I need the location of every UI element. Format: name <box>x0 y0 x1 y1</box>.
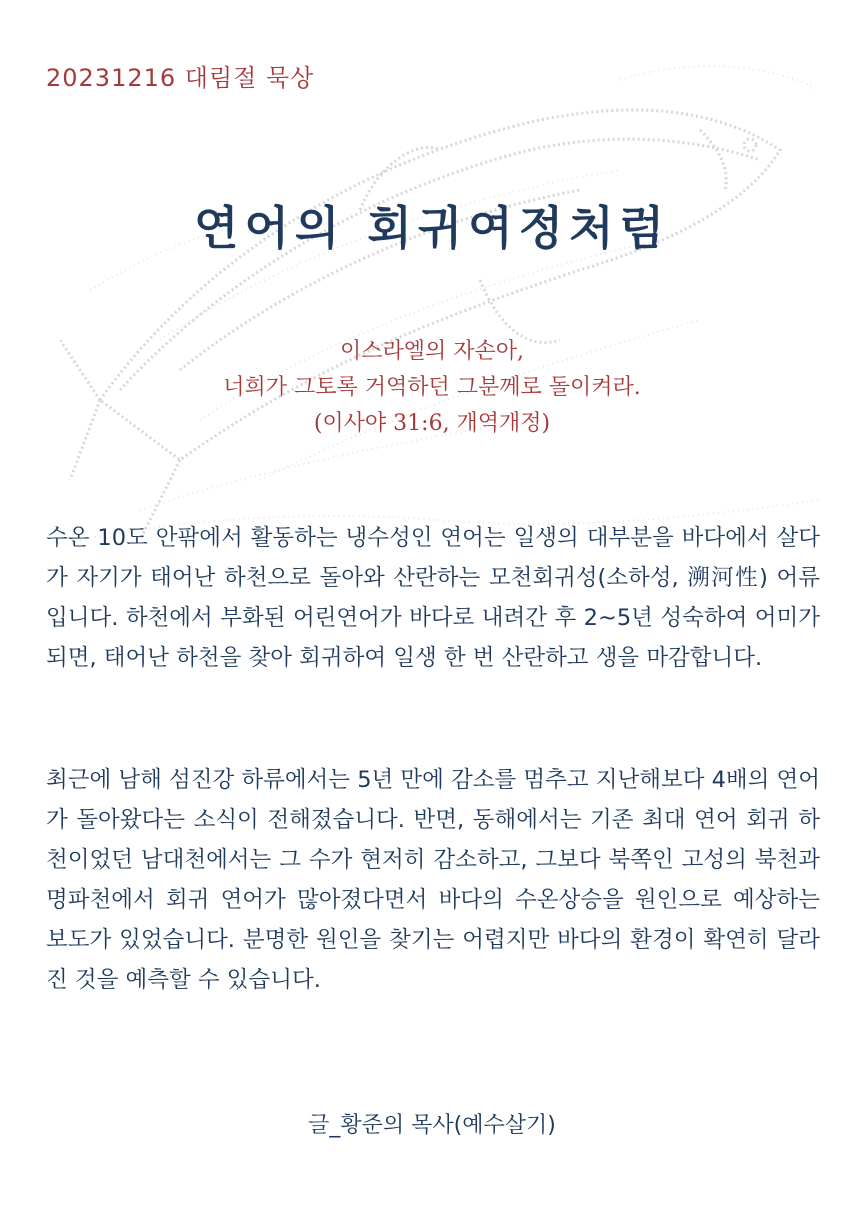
body-paragraph-2: 최근에 남해 섬진강 하류에서는 5년 만에 감소를 멈추고 지난해보다 4배의 연어가 돌아왔다는 소식이 전해졌습니다. 반면, 동해에서는 기존 최대 연어 회귀 하천이었던 남대천에서는 그 수가 현저히 감소하고, 그보다 북쪽인 고성의 북천과 명파천에서 회귀 연어가 많아졌다면서 바다의 수온상승을 원인으로 예상하는 보도가 있었습니다. 분명한 원인을 찾기는 어렵지만 바다의 환경이 확연히 달라진 것을 예측할 수 있습니다. <box>46 767 820 993</box>
verse-citation: (이사야 31:6, 개역개정) <box>313 411 551 436</box>
verse-line-2: 너희가 그토록 거역하던 그분께로 돌이켜라. <box>223 375 641 400</box>
salmon-sketch-illustration <box>60 40 840 560</box>
scripture-verse <box>0 334 864 442</box>
author-credit: 글_황준의 목사(예수살기) <box>308 1113 556 1138</box>
verse-line-1: 이스라엘의 자손아, <box>339 339 524 364</box>
body-paragraph-1: 수온 10도 안팎에서 활동하는 냉수성인 연어는 일생의 대부분을 바다에서 살다가 자기가 태어난 하천으로 돌아와 산란하는 모천회귀성(소하성, 溯河性) 어류입니다. 하천에서 부화된 어린연어가 바다로 내려간 후 2~5년 성숙하여 어미가 되면, 태어난 하천을 찾아 회귀하여 일생 한 번 산란하고 생을 마감합니다. <box>46 525 820 671</box>
page-title: 연어의 회귀여정처럼 <box>194 201 670 255</box>
date-line: 20231216 대림절 묵상 <box>46 64 315 92</box>
